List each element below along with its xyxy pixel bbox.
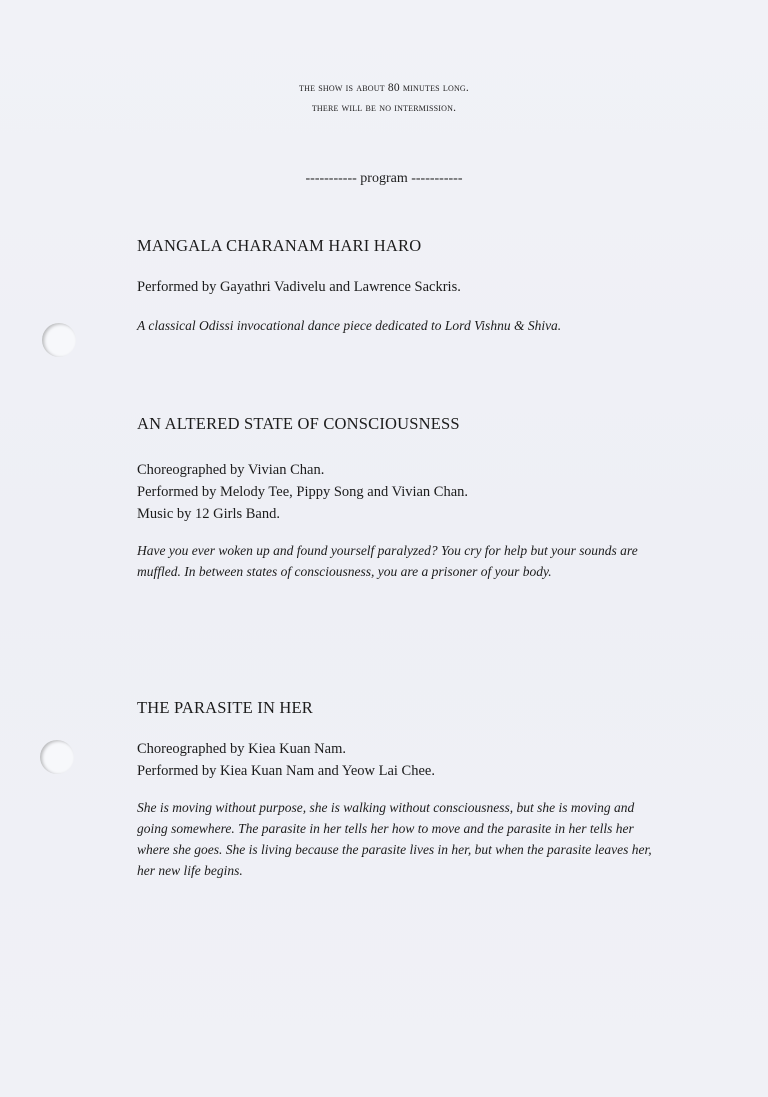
piece-title: MANGALA CHARANAM HARI HARO — [137, 236, 422, 255]
program-piece — [137, 236, 677, 336]
punch-hole — [42, 323, 76, 357]
choreographer-credit: Choreographed by Vivian Chan. — [137, 462, 325, 478]
piece-description: Have you ever woken up and found yourself paralyzed? You cry for help but your sounds are muffled. In between states of consciousness, you are a prisoner of your body. — [137, 543, 638, 579]
piece-title: AN ALTERED STATE OF CONSCIOUSNESS — [137, 414, 460, 433]
piece-credits — [137, 459, 677, 525]
piece-description: A classical Odissi invocational dance piece dedicated to Lord Vishnu & Shiva. — [137, 318, 562, 333]
choreographer-credit: Choreographed by Kiea Kuan Nam. — [137, 741, 346, 757]
show-length-notice: the show is about 80 minutes long. — [299, 82, 469, 94]
music-credit: Music by 12 Girls Band. — [137, 506, 280, 522]
performer-credit: Performed by Gayathri Vadivelu and Lawrence Sackris. — [137, 279, 461, 295]
intermission-notice: there will be no intermission. — [311, 102, 457, 114]
performer-credit: Performed by Melody Tee, Pippy Song and Vivian Chan. — [137, 484, 469, 500]
program-piece — [137, 414, 677, 582]
program-piece — [137, 698, 677, 881]
piece-credits — [137, 738, 677, 782]
punch-hole — [40, 740, 74, 774]
piece-title: THE PARASITE IN HER — [137, 698, 313, 717]
piece-credits — [137, 276, 677, 298]
program-heading: ----------- program ----------- — [305, 171, 463, 186]
piece-description: She is moving without purpose, she is walking without consciousness, but she is moving and going somewhere. The parasite in her tells her how to move and the parasite in her tells her where she goes. She is living because the parasite lives in her, but when the parasite leaves her, her new life begins. — [137, 800, 652, 878]
performer-credit: Performed by Kiea Kuan Nam and Yeow Lai Chee. — [137, 763, 435, 779]
